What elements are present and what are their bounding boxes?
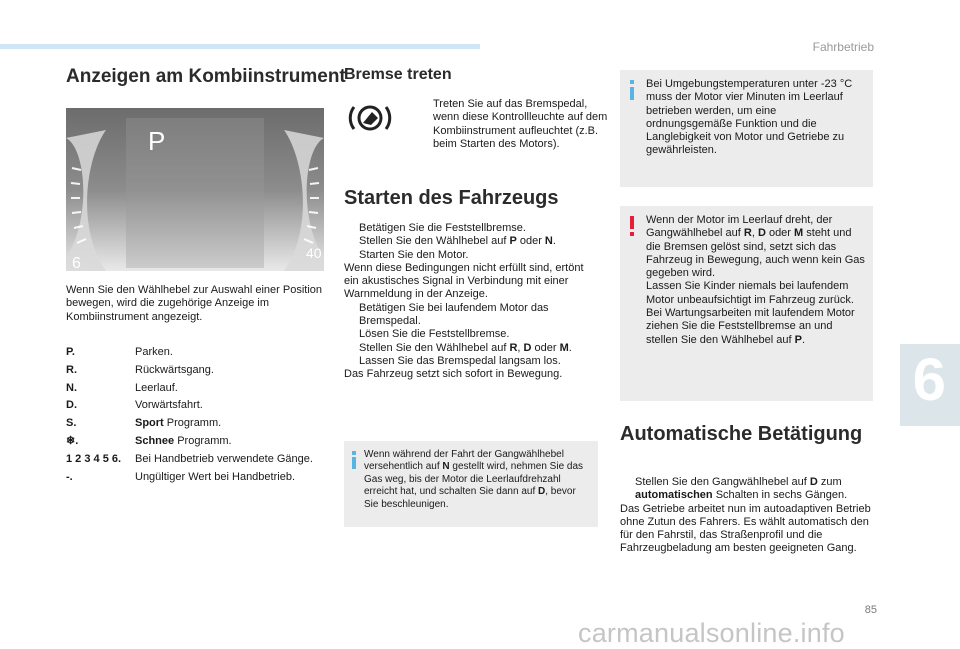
display-intro: Wenn Sie den Wählhebel zur Auswahl einer Position bewegen, wird die zugehörige Anzeige im Kombiinstrument angezeigt. bbox=[66, 284, 323, 323]
condition-text: Wenn diese Bedingungen nicht erfüllt sind, ertönt ein akustisches Signal in Verbindung mit einer Warnmeldung in der Anzeige. bbox=[344, 261, 584, 301]
page-number: 85 bbox=[864, 604, 877, 616]
legend-row: D. Vorwärtsfahrt. bbox=[66, 399, 203, 412]
automatic-operation-text bbox=[620, 476, 876, 556]
step-item: Lassen Sie das Bremspedal langsam los. bbox=[359, 354, 561, 367]
brake-foot-warning-icon bbox=[344, 99, 396, 137]
result-text: Das Fahrzeug setzt sich sofort in Bewegung. bbox=[344, 368, 563, 381]
info-icon bbox=[350, 451, 358, 469]
step-item: Betätigen Sie bei laufendem Motor das Bremspedal. bbox=[359, 301, 549, 328]
brake-heading: Bremse treten bbox=[344, 66, 452, 83]
dash-right-number: 40 bbox=[306, 245, 322, 261]
info-icon bbox=[628, 80, 636, 100]
start-steps bbox=[344, 222, 600, 382]
step-item: Stellen Sie den Wählhebel auf R, D oder M. bbox=[359, 341, 572, 354]
warning-icon bbox=[628, 216, 636, 236]
instrument-cluster-illustration bbox=[66, 108, 324, 271]
info-box-temperature bbox=[620, 70, 873, 187]
step-item: Lösen Sie die Feststellbremse. bbox=[359, 328, 510, 341]
legend-row: P. Parken. bbox=[66, 346, 173, 358]
info-box-neutral bbox=[344, 441, 598, 527]
automatic-operation-heading: Automatische Betätigung bbox=[620, 423, 863, 445]
brake-instruction: Treten Sie auf das Bremspedal, wenn diese Kontrollleuchte auf dem Kombiinstrument aufleuchtet (z.B. beim Starten des Motors). bbox=[433, 98, 608, 150]
dash-gear-indicator: P bbox=[148, 126, 166, 156]
auto-step-item: Stellen Sie den Gangwählhebel auf D zum automatischen Schalten in sechs Gängen. bbox=[635, 476, 848, 502]
step-item: Starten Sie den Motor. bbox=[359, 248, 469, 261]
gear-legend bbox=[66, 346, 326, 488]
step-item: Stellen Sie den Wählhebel auf P oder N. bbox=[359, 235, 556, 248]
step-item: Betätigen Sie die Feststellbremse. bbox=[359, 222, 526, 234]
warning-text: Wenn der Motor im Leerlauf dreht, der Gangwählhebel auf R, D oder M steht und die Bremsen gelöst sind, setzt sich das Fahrzeug in Bewegung, auch wenn kein Gas gegeben wird. Lassen Sie Kinder niemals bei laufendem Motor unbeaufsichtigt im Fahrzeug zurück. Bei Wartungsarbeiten mit laufendem Motor ziehen Sie die Feststellbremse an und stellen Sie den Wählhebel auf P. bbox=[646, 214, 865, 346]
legend-row: -. Ungültiger Wert bei Handbetrieb. bbox=[66, 470, 295, 483]
watermark: carmanualsonline.info bbox=[578, 618, 845, 648]
legend-row: R. Rückwärtsgang. bbox=[66, 363, 214, 376]
instrument-display-heading: Anzeigen am Kombiinstrument bbox=[66, 66, 346, 87]
info-text-temperature: Bei Umgebungstemperaturen unter -23 °C muss der Motor vier Minuten im Leerlauf betrieben werden, um eine ordnungsgemäße Funktion und die Langlebigkeit von Motor und Getriebe zu gewährleisten. bbox=[646, 78, 853, 157]
legend-row: ❄. Schnee Programm. bbox=[66, 434, 232, 447]
header-bar bbox=[0, 44, 480, 49]
info-text-neutral: Wenn während der Fahrt der Gangwählhebel versehentlich auf N gestellt wird, nehmen Sie das Gas weg, bis der Motor die Leerlaufdrehzahl erreicht hat, und schalten Sie dann auf D, bevor Sie beschleunigen. bbox=[364, 449, 584, 510]
chapter-number: 6 bbox=[912, 346, 946, 413]
dash-left-number: 6 bbox=[72, 255, 81, 271]
warning-box bbox=[620, 206, 873, 401]
auto-description: Das Getriebe arbeitet nun im autoadaptiven Betrieb ohne Zutun des Fahrers. Es wählt automatisch den für den Fahrstil, das Straßenprofil und die Fahrzeugbeladung am besten geeigneten Gang. bbox=[620, 502, 871, 555]
start-vehicle-heading: Starten des Fahrzeugs bbox=[344, 187, 559, 209]
legend-row: S. Sport Programm. bbox=[66, 417, 222, 430]
legend-row: 1 2 3 4 5 6. Bei Handbetrieb verwendete Gänge. bbox=[66, 452, 313, 465]
section-title: Fahrbetrieb bbox=[812, 40, 874, 54]
legend-row: N. Leerlauf. bbox=[66, 381, 178, 394]
